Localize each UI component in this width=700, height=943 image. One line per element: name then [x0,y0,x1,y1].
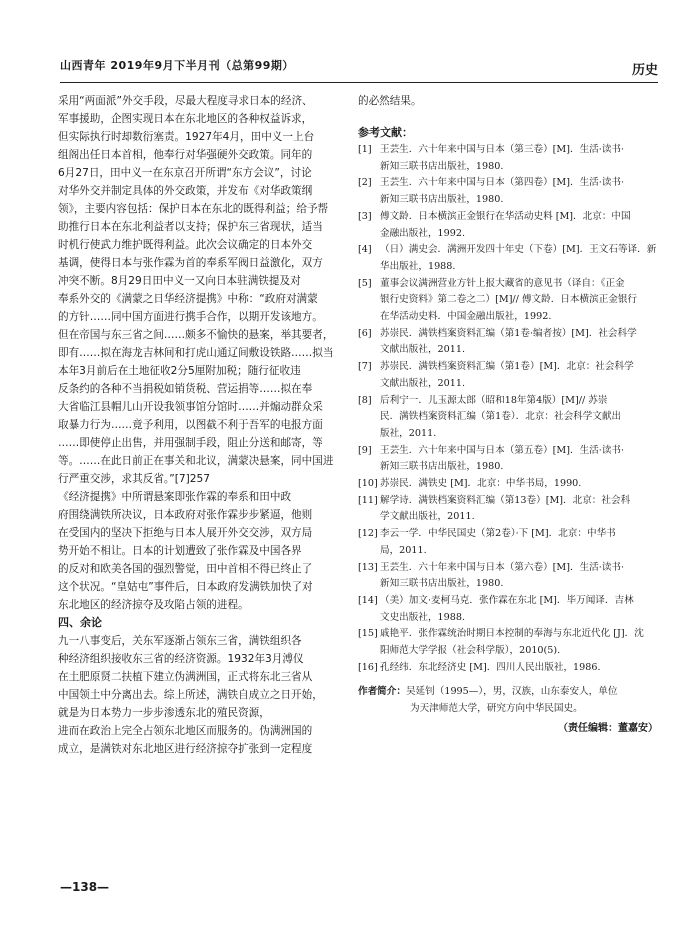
paragraph-3-line: 就是为日本势力一步步渗透东北的殖民资源， [58,707,270,719]
header-rule [60,82,658,83]
body-paragraph-1 [58,92,346,488]
reference-line: 局，2011. [380,544,427,556]
reference-line: 王芸生．六十年来中国与日本（第六卷）[M]．生活·读书· [380,561,625,573]
reference-item [358,209,658,242]
reference-item [358,443,658,476]
paragraph-1-line: 取暴力行为……竟予利用，以图截不利于吾军的电报方面 [58,419,323,431]
reference-line: 阳师范大学学报（社会科学版），2010(5). [380,645,561,657]
reference-text [380,359,658,392]
reference-number: [1] [358,144,372,155]
paragraph-1-line: 领》，主要内容包括：保护日本在东北的既得利益；给予帮 [58,203,329,215]
reference-number: [2] [358,177,372,189]
reference-line: 傅文龄．日本横滨正金银行在华活动史料 [M]．北京：中国 [380,210,631,222]
paragraph-1-line: 但在帝国与东三省之间……颇多不愉快的悬案，举其要者， [58,329,334,341]
reference-line: 金融出版社，1992. [380,227,466,239]
section-heading: 四、余论 [58,616,102,629]
reference-line: 苏崇民．满铁档案资料汇编（第1卷·编者按）[M]．社会科学 [380,327,637,339]
reference-number: [13] [358,561,378,573]
reference-number: [9] [358,444,372,456]
body-paragraph-2 [58,488,346,614]
running-header [60,57,658,79]
paragraph-1-line: 采用“两面派”外交手段，尽最大程度寻求日本的经济、 [58,95,313,107]
paragraph-2-line: 府围绕满铁所决议，日本政府对张作霖步步紧逼，他则 [58,509,313,521]
reference-text [380,209,658,242]
reference-item [358,593,658,626]
paragraph-3-line: 九一八事变后，关东军逐渐占领东三省，满铁组织各 [58,635,302,647]
reference-item [358,476,658,493]
reference-line: 版社，2011. [380,427,437,439]
reference-item [358,660,658,677]
paragraph-1-line: 时机行使武力维护既得利益。此次会议确定的日本外交 [58,239,313,251]
page-number: —138— [60,880,110,894]
reference-line: 戚艳平．张作霖统治时期日本控制的奉海与东北近代化 [J]．沈 [380,628,644,640]
paragraph-1-line: 的方针……同中国方面进行携手合作，以期开发该地方。 [58,311,323,323]
reference-text [380,626,658,659]
paragraph-1-line: 对华外交并制定具体的外交政策，并发布《对华政策纲 [58,185,313,197]
paragraph-1-line: 等。……在此日前正在事关和北议，满蒙决悬案，同中国进 [58,455,334,467]
reference-line: 银行史资料》第二卷之二）[M]// 傅文龄．日本横滨正金银行 [380,294,638,306]
reference-item [358,276,658,326]
paragraph-2-line: 势开始不相让。日本的计划遭致了张作霖及中国各界 [58,545,302,557]
body-paragraph-continued: 的必然结果。 [358,95,422,107]
paragraph-1-line: 行严重交涉，求其反省。”[7]257 [58,473,210,485]
paragraph-1-line: 6月27日，田中义一在东京召开所谓“东方会议”，讨论 [58,167,312,179]
reference-line: 李云一学．中华民国史（第2卷）·下 [M]．北京：中华书 [380,528,616,540]
reference-text [380,593,658,626]
paragraph-3-line: 中国领土中分离出去。综上所述，满铁自成立之日开始， [58,689,323,701]
paragraph-2-line: 的反对和欧美各国的强烈警觉，田中首相不得已终止了 [58,563,313,575]
paragraph-1-line: ……即使停止出售，并用强制手段，阻止分送和邮寄，等 [58,437,323,449]
paragraph-1-line: 即有……拟在海龙吉林间和打虎山通辽间敷设铁路……拟当 [58,347,334,359]
reference-text [380,660,658,677]
reference-line: （美）加文·麦柯马克．张作霖在东北 [M]．毕万闻译．吉林 [380,594,634,606]
paragraph-1-line: 奉系外交的《满蒙之日华经济提携》中称：“政府对满蒙 [58,293,318,305]
reference-line: 民．满铁档案资料汇编（第1卷）．北京：社会科学文献出 [380,411,622,423]
reference-number: [6] [358,327,372,339]
paragraph-1-line: 基调，使得日本与张作霖为首的奉系军阀日益激化，双方 [58,257,323,269]
reference-line: 孔经纬．东北经济史 [M]．四川人民出版社，1986. [380,661,601,673]
reference-number: [5] [358,277,372,289]
reference-line: 新知三联书店出版社，1980. [380,578,504,590]
reference-line: 王芸生．六十年来中国与日本（第三卷）[M]．生活·读书· [380,144,625,155]
reference-item [358,359,658,392]
reference-line: 在华活动史料．中国金融出版社，1992. [380,311,552,323]
reference-line: 王芸生．六十年来中国与日本（第五卷）[M]．生活·读书· [380,444,625,456]
reference-line: 华出版社，1988. [380,260,456,272]
reference-item [358,393,658,443]
right-column [358,92,658,734]
paragraph-3-line: 进而在政治上完全占领东北地区而服务的。伪满洲国的 [58,725,313,737]
paragraph-1-line: 大省临江县帽儿山开设我领事馆分馆时……并煽动群众采 [58,401,323,413]
reference-line: 新知三联书店出版社，1980. [380,461,504,473]
paragraph-1-line: 反条约的各种不当捐税如销货税、营运捐等……拟在奉 [58,383,313,395]
reference-number: [7] [358,361,372,373]
reference-item [358,242,658,275]
reference-number: [11] [358,494,378,506]
references-title: 参考文献： [358,126,413,139]
reference-item [358,626,658,659]
reference-line: 学文献出版社，2011. [380,511,475,523]
reference-line: 新知三联书店出版社，1980. [380,194,504,206]
paragraph-3-line: 成立，是满铁对东北地区进行经济掠夺扩张到一定程度 [58,743,313,755]
paragraph-1-line: 本年3月前后在土地征收2分5厘附加税；随行征收违 [58,365,301,377]
author-label: 作者简介： [358,685,406,697]
reference-number: [3] [358,210,372,222]
reference-text [380,242,658,275]
reference-text [380,443,658,476]
reference-line: 王芸生．六十年来中国与日本（第四卷）[M]．生活·读书· [380,177,625,189]
responsible-editor: （责任编辑：董嘉安） [558,722,658,734]
reference-item [358,175,658,208]
author-note [358,683,658,717]
body-paragraph-3 [58,632,346,758]
author-line-2: 为天津师范大学，研究方向中华民国史。 [410,702,583,714]
paragraph-1-line: 组阁出任日本首相，他奉行对华强硬外交政策。同年的 [58,149,313,161]
reference-text [380,326,658,359]
paragraph-2-line: 这个状况。“皇姑屯”事件后，日本政府发满铁加快了对 [58,581,313,593]
paragraph-1-line: 军事援助，企图实现日本在东北地区的各种权益诉求， [58,113,313,125]
journal-title: 山西青年 2019年9月下半月刊（总第99期） [60,59,294,72]
reference-item [358,142,658,175]
reference-line: （日）满史会．满洲开发四十年史（下卷）[M]．王文石等译．新 [380,244,657,256]
paragraph-3-line: 在土肥原贤二扶植下建立伪满洲国，正式将东北三省从 [58,671,313,683]
reference-line: 董事会议满洲营业方针上报大藏省的意见书（译自：《正金 [380,277,625,289]
reference-line: 文献出版社，2011. [380,377,466,389]
author-line-1: 吴延钊（1995—），男，汉族，山东泰安人，单位 [405,685,618,697]
reference-number: [10] [358,478,378,490]
left-column [58,92,346,758]
paragraph-2-line: 东北地区的经济掠夺及攻陷占领的进程。 [58,599,249,611]
reference-line: 文史出版社，1988. [380,611,466,623]
reference-number: [4] [358,244,372,256]
reference-item [358,493,658,526]
reference-number: [14] [358,594,378,606]
reference-line: 苏崇民．满铁史 [M]．北京：中华书局，1990. [380,478,582,490]
reference-text [380,560,658,593]
paragraph-2-line: 《经济提携》中所谓悬案即张作霖的奉系和田中政 [58,491,292,503]
reference-item [358,326,658,359]
paragraph-1-line: 冲突不断。8月29日田中义一又向日本驻满铁提及对 [58,275,301,287]
section-label: 历史 [631,63,658,78]
reference-line: 苏崇民．满铁档案资料汇编（第1卷）[M]．北京：社会科学 [380,361,634,373]
reference-number: [15] [358,628,378,640]
reference-item [358,560,658,593]
reference-text [380,526,658,559]
reference-text [380,276,658,326]
reference-line: 解学诗．满铁档案资料汇编（第13卷）[M]．北京：社会科 [380,494,631,506]
reference-text [380,493,658,526]
reference-text [380,175,658,208]
reference-text [380,142,658,175]
reference-number: [12] [358,528,378,540]
paragraph-1-line: 但实际执行时却数衍塞责。1927年4月，田中义一上台 [58,131,315,143]
reference-text [380,476,658,493]
paragraph-3-line: 种经济组织接收东三省的经济资源。1932年3月溥仪 [58,653,304,665]
reference-line: 文献出版社，2011. [380,344,466,356]
reference-line: 新知三联书店出版社，1980. [380,160,504,172]
reference-number: [16] [358,661,378,673]
reference-line: 后利宁一．儿玉源太郎（昭和18年第4版）[M]// 苏崇 [380,394,608,406]
reference-item [358,526,658,559]
reference-text [380,393,658,443]
reference-list [358,142,658,677]
reference-number: [8] [358,394,372,406]
paragraph-1-line: 助推行日本在东北利益者以支持；保护东三省现状，适当 [58,221,323,233]
paragraph-2-line: 在受国内的坚决下拒绝与日本人展开外交交涉，双方局 [58,527,313,539]
